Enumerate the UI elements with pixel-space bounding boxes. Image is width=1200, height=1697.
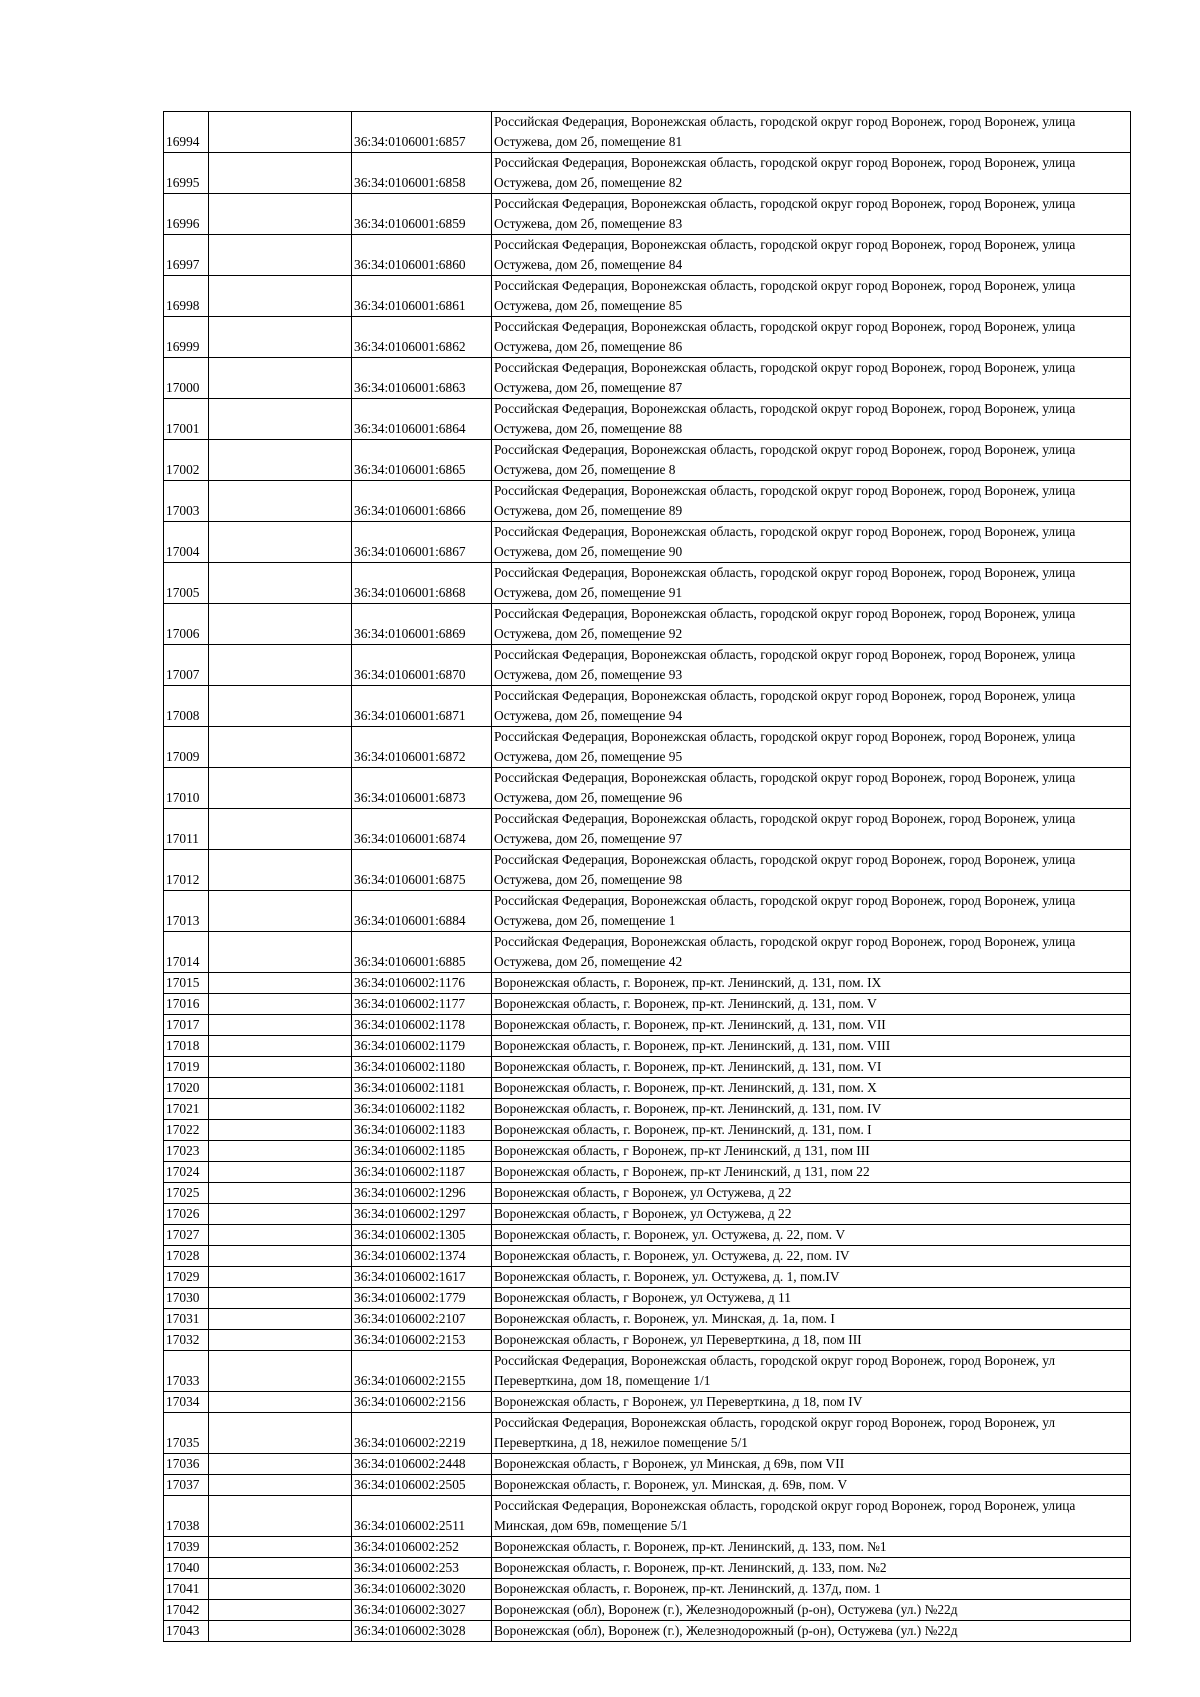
row-number-cell: 17015 xyxy=(164,973,209,994)
table-row xyxy=(164,399,1131,440)
address-cell: Воронежская область, г Воронеж, ул Переверткина, д 18, пом III xyxy=(492,1330,1131,1351)
cadastral-number-cell: 36:34:0106002:2505 xyxy=(352,1475,492,1496)
table-row xyxy=(164,1309,1131,1330)
cadastral-number-cell: 36:34:0106002:1181 xyxy=(352,1078,492,1099)
row-number-cell: 16996 xyxy=(164,194,209,235)
table-row xyxy=(164,317,1131,358)
row-number-cell: 17039 xyxy=(164,1537,209,1558)
empty-cell xyxy=(209,153,352,194)
cadastral-number-cell: 36:34:0106001:6858 xyxy=(352,153,492,194)
address-cell: Российская Федерация, Воронежская область, городской округ город Воронеж, город Воронеж, улица Остужева, дом 2б, помещение 83 xyxy=(492,194,1131,235)
row-number-cell: 17028 xyxy=(164,1246,209,1267)
empty-cell xyxy=(209,850,352,891)
cadastral-number-cell: 36:34:0106001:6864 xyxy=(352,399,492,440)
table-row xyxy=(164,1288,1131,1309)
empty-cell xyxy=(209,1162,352,1183)
empty-cell xyxy=(209,112,352,153)
cadastral-number-cell: 36:34:0106002:2107 xyxy=(352,1309,492,1330)
row-number-cell: 17037 xyxy=(164,1475,209,1496)
row-number-cell: 17026 xyxy=(164,1204,209,1225)
row-number-cell: 17042 xyxy=(164,1600,209,1621)
cadastral-number-cell: 36:34:0106001:6863 xyxy=(352,358,492,399)
cadastral-number-cell: 36:34:0106002:1183 xyxy=(352,1120,492,1141)
table-row xyxy=(164,768,1131,809)
empty-cell xyxy=(209,481,352,522)
cadastral-number-cell: 36:34:0106002:1179 xyxy=(352,1036,492,1057)
empty-cell xyxy=(209,768,352,809)
empty-cell xyxy=(209,1183,352,1204)
row-number-cell: 17031 xyxy=(164,1309,209,1330)
address-cell: Воронежская (обл), Воронеж (г.), Железнодорожный (р-он), Остужева (ул.) №22д xyxy=(492,1600,1131,1621)
address-cell: Воронежская область, г. Воронеж, пр-кт. Ленинский, д. 131, пом. X xyxy=(492,1078,1131,1099)
address-cell: Российская Федерация, Воронежская область, городской округ город Воронеж, город Воронеж, улица Остужева, дом 2б, помещение 1 xyxy=(492,891,1131,932)
empty-cell xyxy=(209,645,352,686)
table-row xyxy=(164,1267,1131,1288)
address-cell: Воронежская область, г Воронеж, ул Остужева, д 11 xyxy=(492,1288,1131,1309)
table-row xyxy=(164,1413,1131,1454)
cadastral-number-cell: 36:34:0106002:1617 xyxy=(352,1267,492,1288)
address-cell: Российская Федерация, Воронежская область, городской округ город Воронеж, город Воронеж, улица Остужева, дом 2б, помещение 8 xyxy=(492,440,1131,481)
address-cell: Воронежская область, г. Воронеж, пр-кт. Ленинский, д. 133, пом. №1 xyxy=(492,1537,1131,1558)
cadastral-number-cell: 36:34:0106002:252 xyxy=(352,1537,492,1558)
table-row xyxy=(164,563,1131,604)
empty-cell xyxy=(209,809,352,850)
table-row xyxy=(164,1078,1131,1099)
table-row xyxy=(164,1141,1131,1162)
table-row xyxy=(164,358,1131,399)
empty-cell xyxy=(209,1351,352,1392)
cadastral-number-cell: 36:34:0106001:6866 xyxy=(352,481,492,522)
row-number-cell: 17020 xyxy=(164,1078,209,1099)
empty-cell xyxy=(209,1558,352,1579)
row-number-cell: 17034 xyxy=(164,1392,209,1413)
cadastral-number-cell: 36:34:0106002:1182 xyxy=(352,1099,492,1120)
cadastral-number-cell: 36:34:0106001:6859 xyxy=(352,194,492,235)
address-cell: Воронежская область, г. Воронеж, ул. Остужева, д. 22, пом. V xyxy=(492,1225,1131,1246)
address-cell: Российская Федерация, Воронежская область, городской округ город Воронеж, город Воронеж, улица Минская, дом 69в, помещение 5/1 xyxy=(492,1496,1131,1537)
row-number-cell: 17021 xyxy=(164,1099,209,1120)
table-row xyxy=(164,1057,1131,1078)
cadastral-number-cell: 36:34:0106002:3028 xyxy=(352,1621,492,1642)
address-cell: Воронежская область, г. Воронеж, ул. Минская, д. 1а, пом. I xyxy=(492,1309,1131,1330)
row-number-cell: 17030 xyxy=(164,1288,209,1309)
address-cell: Воронежская область, г Воронеж, ул Остужева, д 22 xyxy=(492,1183,1131,1204)
cadastral-number-cell: 36:34:0106002:1296 xyxy=(352,1183,492,1204)
row-number-cell: 17006 xyxy=(164,604,209,645)
table-row xyxy=(164,891,1131,932)
empty-cell xyxy=(209,1120,352,1141)
empty-cell xyxy=(209,1225,352,1246)
row-number-cell: 17002 xyxy=(164,440,209,481)
empty-cell xyxy=(209,1413,352,1454)
table-row xyxy=(164,1099,1131,1120)
address-cell: Российская Федерация, Воронежская область, городской округ город Воронеж, город Воронеж, ул Переверткина, дом 18, помещение 1/1 xyxy=(492,1351,1131,1392)
cadastral-number-cell: 36:34:0106001:6870 xyxy=(352,645,492,686)
table-row xyxy=(164,1330,1131,1351)
table-row xyxy=(164,994,1131,1015)
cadastral-number-cell: 36:34:0106002:253 xyxy=(352,1558,492,1579)
row-number-cell: 17027 xyxy=(164,1225,209,1246)
cadastral-number-cell: 36:34:0106001:6857 xyxy=(352,112,492,153)
cadastral-number-cell: 36:34:0106002:2448 xyxy=(352,1454,492,1475)
cadastral-number-cell: 36:34:0106001:6867 xyxy=(352,522,492,563)
cadastral-number-cell: 36:34:0106002:2219 xyxy=(352,1413,492,1454)
table-row xyxy=(164,1204,1131,1225)
table-row xyxy=(164,194,1131,235)
empty-cell xyxy=(209,276,352,317)
row-number-cell: 17003 xyxy=(164,481,209,522)
empty-cell xyxy=(209,1579,352,1600)
address-cell: Воронежская область, г. Воронеж, пр-кт. Ленинский, д. 133, пом. №2 xyxy=(492,1558,1131,1579)
table-row xyxy=(164,809,1131,850)
empty-cell xyxy=(209,1475,352,1496)
cadastral-number-cell: 36:34:0106002:1779 xyxy=(352,1288,492,1309)
empty-cell xyxy=(209,399,352,440)
row-number-cell: 17038 xyxy=(164,1496,209,1537)
cadastral-number-cell: 36:34:0106002:1178 xyxy=(352,1015,492,1036)
row-number-cell: 17036 xyxy=(164,1454,209,1475)
address-cell: Российская Федерация, Воронежская область, городской округ город Воронеж, город Воронеж, улица Остужева, дом 2б, помещение 85 xyxy=(492,276,1131,317)
table-row xyxy=(164,1015,1131,1036)
address-cell: Российская Федерация, Воронежская область, городской округ город Воронеж, город Воронеж, улица Остужева, дом 2б, помещение 95 xyxy=(492,727,1131,768)
address-cell: Российская Федерация, Воронежская область, городской округ город Воронеж, город Воронеж, улица Остужева, дом 2б, помещение 94 xyxy=(492,686,1131,727)
row-number-cell: 17041 xyxy=(164,1579,209,1600)
address-cell: Российская Федерация, Воронежская область, городской округ город Воронеж, город Воронеж, улица Остужева, дом 2б, помещение 88 xyxy=(492,399,1131,440)
empty-cell xyxy=(209,194,352,235)
address-cell: Российская Федерация, Воронежская область, городской округ город Воронеж, город Воронеж, улица Остужева, дом 2б, помещение 90 xyxy=(492,522,1131,563)
address-cell: Воронежская область, г. Воронеж, ул. Остужева, д. 1, пом.IV xyxy=(492,1267,1131,1288)
table-row xyxy=(164,1225,1131,1246)
cadastral-number-cell: 36:34:0106002:1177 xyxy=(352,994,492,1015)
empty-cell xyxy=(209,994,352,1015)
cadastral-number-cell: 36:34:0106002:2156 xyxy=(352,1392,492,1413)
table-row xyxy=(164,1600,1131,1621)
empty-cell xyxy=(209,1204,352,1225)
empty-cell xyxy=(209,522,352,563)
address-cell: Воронежская область, г. Воронеж, пр-кт. Ленинский, д. 137д, пом. 1 xyxy=(492,1579,1131,1600)
address-cell: Российская Федерация, Воронежская область, городской округ город Воронеж, город Воронеж, улица Остужева, дом 2б, помещение 82 xyxy=(492,153,1131,194)
address-cell: Российская Федерация, Воронежская область, городской округ город Воронеж, город Воронеж, улица Остужева, дом 2б, помещение 89 xyxy=(492,481,1131,522)
row-number-cell: 17016 xyxy=(164,994,209,1015)
row-number-cell: 16999 xyxy=(164,317,209,358)
row-number-cell: 17014 xyxy=(164,932,209,973)
table-row xyxy=(164,686,1131,727)
address-cell: Российская Федерация, Воронежская область, городской округ город Воронеж, город Воронеж, улица Остужева, дом 2б, помещение 84 xyxy=(492,235,1131,276)
empty-cell xyxy=(209,973,352,994)
table-row xyxy=(164,604,1131,645)
row-number-cell: 16998 xyxy=(164,276,209,317)
table-row xyxy=(164,727,1131,768)
cadastral-number-cell: 36:34:0106002:3020 xyxy=(352,1579,492,1600)
empty-cell xyxy=(209,1600,352,1621)
row-number-cell: 17011 xyxy=(164,809,209,850)
empty-cell xyxy=(209,317,352,358)
row-number-cell: 17009 xyxy=(164,727,209,768)
row-number-cell: 17043 xyxy=(164,1621,209,1642)
table-row xyxy=(164,112,1131,153)
row-number-cell: 17005 xyxy=(164,563,209,604)
empty-cell xyxy=(209,1078,352,1099)
cadastral-number-cell: 36:34:0106001:6885 xyxy=(352,932,492,973)
empty-cell xyxy=(209,1454,352,1475)
cadastral-number-cell: 36:34:0106002:2153 xyxy=(352,1330,492,1351)
cadastral-number-cell: 36:34:0106001:6872 xyxy=(352,727,492,768)
empty-cell xyxy=(209,1537,352,1558)
table-row xyxy=(164,645,1131,686)
address-cell: Российская Федерация, Воронежская область, городской округ город Воронеж, город Воронеж, улица Остужева, дом 2б, помещение 86 xyxy=(492,317,1131,358)
cadastral-number-cell: 36:34:0106002:1297 xyxy=(352,1204,492,1225)
address-cell: Российская Федерация, Воронежская область, городской округ город Воронеж, город Воронеж, ул Переверткина, д 18, нежилое помещение 5/1 xyxy=(492,1413,1131,1454)
row-number-cell: 17024 xyxy=(164,1162,209,1183)
registry-table-body xyxy=(164,112,1131,1642)
cadastral-number-cell: 36:34:0106001:6871 xyxy=(352,686,492,727)
row-number-cell: 17004 xyxy=(164,522,209,563)
table-row xyxy=(164,850,1131,891)
empty-cell xyxy=(209,358,352,399)
empty-cell xyxy=(209,727,352,768)
address-cell: Воронежская область, г. Воронеж, пр-кт. Ленинский, д. 131, пом. IV xyxy=(492,1099,1131,1120)
table-row xyxy=(164,1246,1131,1267)
address-cell: Воронежская область, г. Воронеж, пр-кт. Ленинский, д. 131, пом. I xyxy=(492,1120,1131,1141)
address-cell: Воронежская область, г Воронеж, ул Минская, д 69в, пом VII xyxy=(492,1454,1131,1475)
row-number-cell: 17000 xyxy=(164,358,209,399)
row-number-cell: 17025 xyxy=(164,1183,209,1204)
address-cell: Воронежская область, г. Воронеж, пр-кт. Ленинский, д. 131, пом. V xyxy=(492,994,1131,1015)
row-number-cell: 17017 xyxy=(164,1015,209,1036)
cadastral-number-cell: 36:34:0106002:1187 xyxy=(352,1162,492,1183)
table-row xyxy=(164,1351,1131,1392)
row-number-cell: 17013 xyxy=(164,891,209,932)
address-cell: Воронежская область, г. Воронеж, ул. Остужева, д. 22, пом. IV xyxy=(492,1246,1131,1267)
cadastral-number-cell: 36:34:0106002:3027 xyxy=(352,1600,492,1621)
table-row xyxy=(164,1120,1131,1141)
cadastral-number-cell: 36:34:0106001:6868 xyxy=(352,563,492,604)
row-number-cell: 17033 xyxy=(164,1351,209,1392)
address-cell: Воронежская область, г. Воронеж, пр-кт. Ленинский, д. 131, пом. IX xyxy=(492,973,1131,994)
empty-cell xyxy=(209,604,352,645)
empty-cell xyxy=(209,1288,352,1309)
empty-cell xyxy=(209,891,352,932)
address-cell: Воронежская область, г Воронеж, ул Переверткина, д 18, пом IV xyxy=(492,1392,1131,1413)
row-number-cell: 17018 xyxy=(164,1036,209,1057)
table-row xyxy=(164,1392,1131,1413)
table-row xyxy=(164,973,1131,994)
empty-cell xyxy=(209,1267,352,1288)
empty-cell xyxy=(209,1036,352,1057)
cadastral-number-cell: 36:34:0106002:2511 xyxy=(352,1496,492,1537)
cadastral-number-cell: 36:34:0106001:6860 xyxy=(352,235,492,276)
empty-cell xyxy=(209,1141,352,1162)
empty-cell xyxy=(209,1330,352,1351)
table-row xyxy=(164,1621,1131,1642)
empty-cell xyxy=(209,1392,352,1413)
address-cell: Российская Федерация, Воронежская область, городской округ город Воронеж, город Воронеж, улица Остужева, дом 2б, помещение 91 xyxy=(492,563,1131,604)
empty-cell xyxy=(209,1246,352,1267)
table-row xyxy=(164,235,1131,276)
address-cell: Российская Федерация, Воронежская область, городской округ город Воронеж, город Воронеж, улица Остужева, дом 2б, помещение 42 xyxy=(492,932,1131,973)
table-row xyxy=(164,1558,1131,1579)
address-cell: Российская Федерация, Воронежская область, городской округ город Воронеж, город Воронеж, улица Остужева, дом 2б, помещение 93 xyxy=(492,645,1131,686)
address-cell: Воронежская (обл), Воронеж (г.), Железнодорожный (р-он), Остужева (ул.) №22д xyxy=(492,1621,1131,1642)
cadastral-number-cell: 36:34:0106001:6862 xyxy=(352,317,492,358)
address-cell: Воронежская область, г. Воронеж, ул. Минская, д. 69в, пом. V xyxy=(492,1475,1131,1496)
row-number-cell: 17023 xyxy=(164,1141,209,1162)
table-row xyxy=(164,1537,1131,1558)
cadastral-number-cell: 36:34:0106002:1305 xyxy=(352,1225,492,1246)
cadastral-number-cell: 36:34:0106001:6884 xyxy=(352,891,492,932)
address-cell: Российская Федерация, Воронежская область, городской округ город Воронеж, город Воронеж, улица Остужева, дом 2б, помещение 87 xyxy=(492,358,1131,399)
row-number-cell: 17010 xyxy=(164,768,209,809)
table-row xyxy=(164,1454,1131,1475)
row-number-cell: 17007 xyxy=(164,645,209,686)
cadastral-number-cell: 36:34:0106001:6875 xyxy=(352,850,492,891)
table-row xyxy=(164,153,1131,194)
empty-cell xyxy=(209,563,352,604)
address-cell: Воронежская область, г. Воронеж, пр-кт. Ленинский, д. 131, пом. VI xyxy=(492,1057,1131,1078)
address-cell: Российская Федерация, Воронежская область, городской округ город Воронеж, город Воронеж, улица Остужева, дом 2б, помещение 92 xyxy=(492,604,1131,645)
row-number-cell: 17012 xyxy=(164,850,209,891)
row-number-cell: 17008 xyxy=(164,686,209,727)
table-row xyxy=(164,932,1131,973)
address-cell: Воронежская область, г. Воронеж, пр-кт. Ленинский, д. 131, пом. VIII xyxy=(492,1036,1131,1057)
cadastral-number-cell: 36:34:0106001:6865 xyxy=(352,440,492,481)
empty-cell xyxy=(209,932,352,973)
table-row xyxy=(164,522,1131,563)
table-row xyxy=(164,1036,1131,1057)
cadastral-number-cell: 36:34:0106001:6869 xyxy=(352,604,492,645)
address-cell: Российская Федерация, Воронежская область, городской округ город Воронеж, город Воронеж, улица Остужева, дом 2б, помещение 96 xyxy=(492,768,1131,809)
empty-cell xyxy=(209,1496,352,1537)
table-row xyxy=(164,1183,1131,1204)
table-row xyxy=(164,481,1131,522)
empty-cell xyxy=(209,1099,352,1120)
row-number-cell: 16997 xyxy=(164,235,209,276)
table-row xyxy=(164,440,1131,481)
cadastral-number-cell: 36:34:0106001:6861 xyxy=(352,276,492,317)
address-cell: Российская Федерация, Воронежская область, городской округ город Воронеж, город Воронеж, улица Остужева, дом 2б, помещение 98 xyxy=(492,850,1131,891)
empty-cell xyxy=(209,235,352,276)
row-number-cell: 17032 xyxy=(164,1330,209,1351)
address-cell: Российская Федерация, Воронежская область, городской округ город Воронеж, город Воронеж, улица Остужева, дом 2б, помещение 81 xyxy=(492,112,1131,153)
cadastral-number-cell: 36:34:0106002:1180 xyxy=(352,1057,492,1078)
row-number-cell: 17019 xyxy=(164,1057,209,1078)
row-number-cell: 16995 xyxy=(164,153,209,194)
address-cell: Воронежская область, г Воронеж, пр-кт Ленинский, д 131, пом III xyxy=(492,1141,1131,1162)
address-cell: Воронежская область, г Воронеж, пр-кт Ленинский, д 131, пом 22 xyxy=(492,1162,1131,1183)
table-row xyxy=(164,1579,1131,1600)
table-row xyxy=(164,276,1131,317)
address-cell: Российская Федерация, Воронежская область, городской округ город Воронеж, город Воронеж, улица Остужева, дом 2б, помещение 97 xyxy=(492,809,1131,850)
cadastral-number-cell: 36:34:0106002:1374 xyxy=(352,1246,492,1267)
empty-cell xyxy=(209,1015,352,1036)
cadastral-number-cell: 36:34:0106002:2155 xyxy=(352,1351,492,1392)
empty-cell xyxy=(209,686,352,727)
cadastral-number-cell: 36:34:0106001:6874 xyxy=(352,809,492,850)
row-number-cell: 17040 xyxy=(164,1558,209,1579)
empty-cell xyxy=(209,1057,352,1078)
empty-cell xyxy=(209,440,352,481)
address-cell: Воронежская область, г. Воронеж, пр-кт. Ленинский, д. 131, пом. VII xyxy=(492,1015,1131,1036)
cadastral-number-cell: 36:34:0106001:6873 xyxy=(352,768,492,809)
registry-table xyxy=(163,111,1131,1642)
row-number-cell: 17022 xyxy=(164,1120,209,1141)
cadastral-number-cell: 36:34:0106002:1176 xyxy=(352,973,492,994)
row-number-cell: 17035 xyxy=(164,1413,209,1454)
table-row xyxy=(164,1496,1131,1537)
table-row xyxy=(164,1475,1131,1496)
row-number-cell: 17001 xyxy=(164,399,209,440)
table-row xyxy=(164,1162,1131,1183)
cadastral-number-cell: 36:34:0106002:1185 xyxy=(352,1141,492,1162)
row-number-cell: 16994 xyxy=(164,112,209,153)
row-number-cell: 17029 xyxy=(164,1267,209,1288)
empty-cell xyxy=(209,1309,352,1330)
address-cell: Воронежская область, г Воронеж, ул Остужева, д 22 xyxy=(492,1204,1131,1225)
empty-cell xyxy=(209,1621,352,1642)
